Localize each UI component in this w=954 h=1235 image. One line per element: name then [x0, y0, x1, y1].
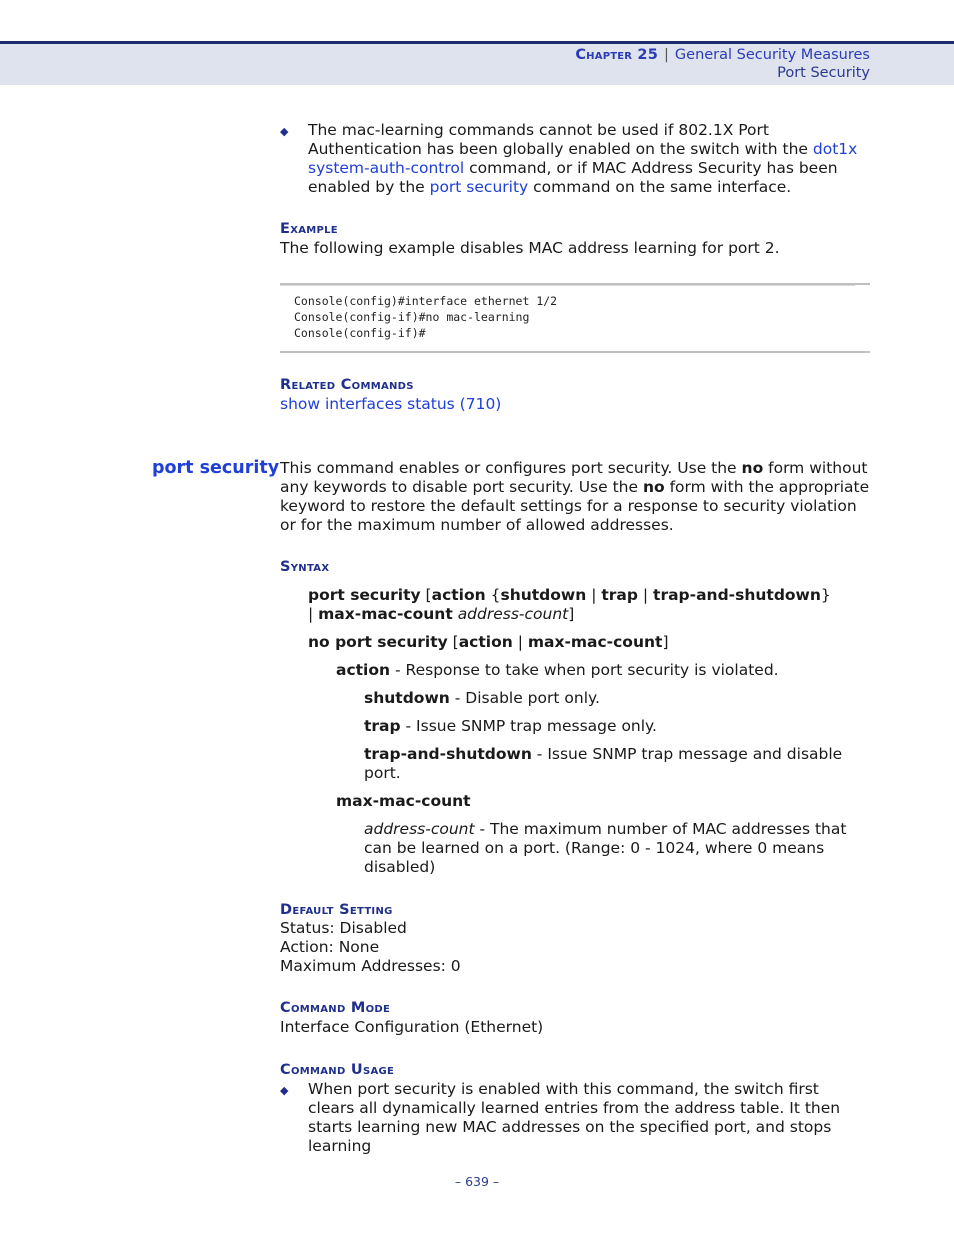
- syn-address-count: address-count: [457, 605, 569, 623]
- param-max-mac-count: [336, 792, 870, 811]
- param-action-desc: - Response to take when port security is violated.: [390, 661, 779, 679]
- diamond-bullet-icon: ◆: [280, 1084, 289, 1097]
- desc-text-1: This command enables or configures port security. Use the: [280, 459, 742, 477]
- syntax-command-2: [308, 633, 868, 652]
- syn-action: action: [458, 633, 513, 651]
- syn-bracket-open: [: [420, 586, 432, 604]
- syn-bracket-close: ]: [568, 605, 575, 623]
- command-title: port security: [152, 458, 280, 478]
- param-ac-term: address-count: [364, 820, 475, 838]
- desc-text-3: form with the appropriate keyword to restore the default settings for a response to security violation or for the maximum number of allowed addresses.: [280, 478, 870, 534]
- command-usage-text: When port security is enabled with this command, the switch first clears all dynamically learned entries from the address table. It then starts learning new MAC addresses on the specified port, and stops learning: [308, 1080, 841, 1155]
- syn-port-security: port security: [308, 586, 421, 604]
- chapter-label: Chapter 25: [575, 47, 659, 63]
- command-mode-heading: Command Mode: [280, 1000, 391, 1016]
- default-action: Action: None: [280, 938, 380, 956]
- syn-no-port-security: no port security: [308, 633, 448, 651]
- note-text-2: command, or if MAC Address Security has been enabled by the: [308, 159, 838, 196]
- syn-shutdown: shutdown: [500, 586, 587, 604]
- example-text: The following example disables MAC address learning for port 2.: [280, 239, 780, 257]
- syn-brace-close: }: [820, 586, 831, 604]
- desc-text-2: form without any keywords to disable port security. Use the: [280, 459, 868, 496]
- param-shutdown: [364, 689, 870, 708]
- note-text-1: The mac-learning commands cannot be used if 802.1X Port Authentication has been globally enabled on the switch with the: [308, 121, 813, 158]
- param-mmc-term: max-mac-count: [336, 792, 471, 810]
- syn-pipe: |: [637, 586, 654, 604]
- dot1x-system-auth-control-link[interactable]: dot1x system-auth-control: [308, 140, 858, 177]
- page-header: [0, 41, 954, 85]
- param-action: [336, 661, 870, 680]
- header-section: Port Security: [777, 65, 870, 81]
- syntax-command-1: [308, 586, 868, 624]
- param-shutdown-desc: - Disable port only.: [449, 689, 600, 707]
- param-trap-and-shutdown: [364, 745, 864, 783]
- param-trap-term: trap: [364, 717, 401, 735]
- chapter-title: General Security Measures: [674, 47, 870, 63]
- mac-learning-note-text: [308, 121, 870, 197]
- syn-pipe: |: [586, 586, 602, 604]
- related-commands-heading: Related Commands: [280, 377, 414, 393]
- port-security-link[interactable]: port security: [429, 178, 529, 196]
- command-mode-text: Interface Configuration (Ethernet): [280, 1018, 544, 1036]
- example-code: Console(config)#interface ethernet 1/2 Console(config-if)#no mac-learning Console(config-if)#: [294, 294, 558, 340]
- code-block: [280, 283, 870, 353]
- syn-max-mac-count: max-mac-count: [527, 633, 663, 651]
- page-number: – 639 –: [454, 1174, 500, 1189]
- syntax-heading: Syntax: [280, 559, 330, 575]
- default-max-addresses: Maximum Addresses: 0: [280, 957, 461, 975]
- param-shutdown-term: shutdown: [364, 689, 450, 707]
- syn-brace-open: {: [485, 586, 501, 604]
- default-setting-heading: Default Setting: [280, 902, 393, 918]
- default-status: Status: Disabled: [280, 919, 407, 937]
- param-trap-desc: - Issue SNMP trap message only.: [400, 717, 657, 735]
- desc-no-1: no: [741, 459, 764, 477]
- syn-bracket-open: [: [447, 633, 459, 651]
- desc-no-2: no: [642, 478, 665, 496]
- param-address-count: [364, 820, 864, 877]
- syn-trap: trap: [601, 586, 638, 604]
- param-ac-desc: - The maximum number of MAC addresses that can be learned on a port. (Range: 0 - 1024, where 0 means disabled): [364, 820, 847, 876]
- param-tas-term: trap-and-shutdown: [364, 745, 532, 763]
- syn-trap-and-shutdown: trap-and-shutdown: [653, 586, 821, 604]
- header-separator: |: [664, 47, 669, 63]
- syn-pipe: |: [308, 605, 319, 623]
- command-description: [280, 459, 870, 535]
- example-heading: Example: [280, 221, 338, 237]
- mac-learning-note: [280, 121, 870, 197]
- syn-bracket-close: ]: [662, 633, 669, 651]
- command-usage-heading: Command Usage: [280, 1062, 395, 1078]
- note-text-3: command on the same interface.: [528, 178, 792, 196]
- syn-max-mac-count: max-mac-count: [318, 605, 453, 623]
- command-usage-bullet: [280, 1080, 870, 1156]
- show-interfaces-status-link[interactable]: show interfaces status (710): [280, 395, 502, 413]
- param-trap: [364, 717, 870, 736]
- default-setting-values: [280, 919, 870, 976]
- syn-action: action: [431, 586, 486, 604]
- related-commands-list: [280, 395, 870, 414]
- diamond-bullet-icon: ◆: [280, 125, 289, 138]
- header-chapter-line: [575, 47, 870, 63]
- syn-pipe: |: [512, 633, 528, 651]
- param-tas-desc: - Issue SNMP trap message and disable port.: [364, 745, 843, 782]
- param-action-term: action: [336, 661, 391, 679]
